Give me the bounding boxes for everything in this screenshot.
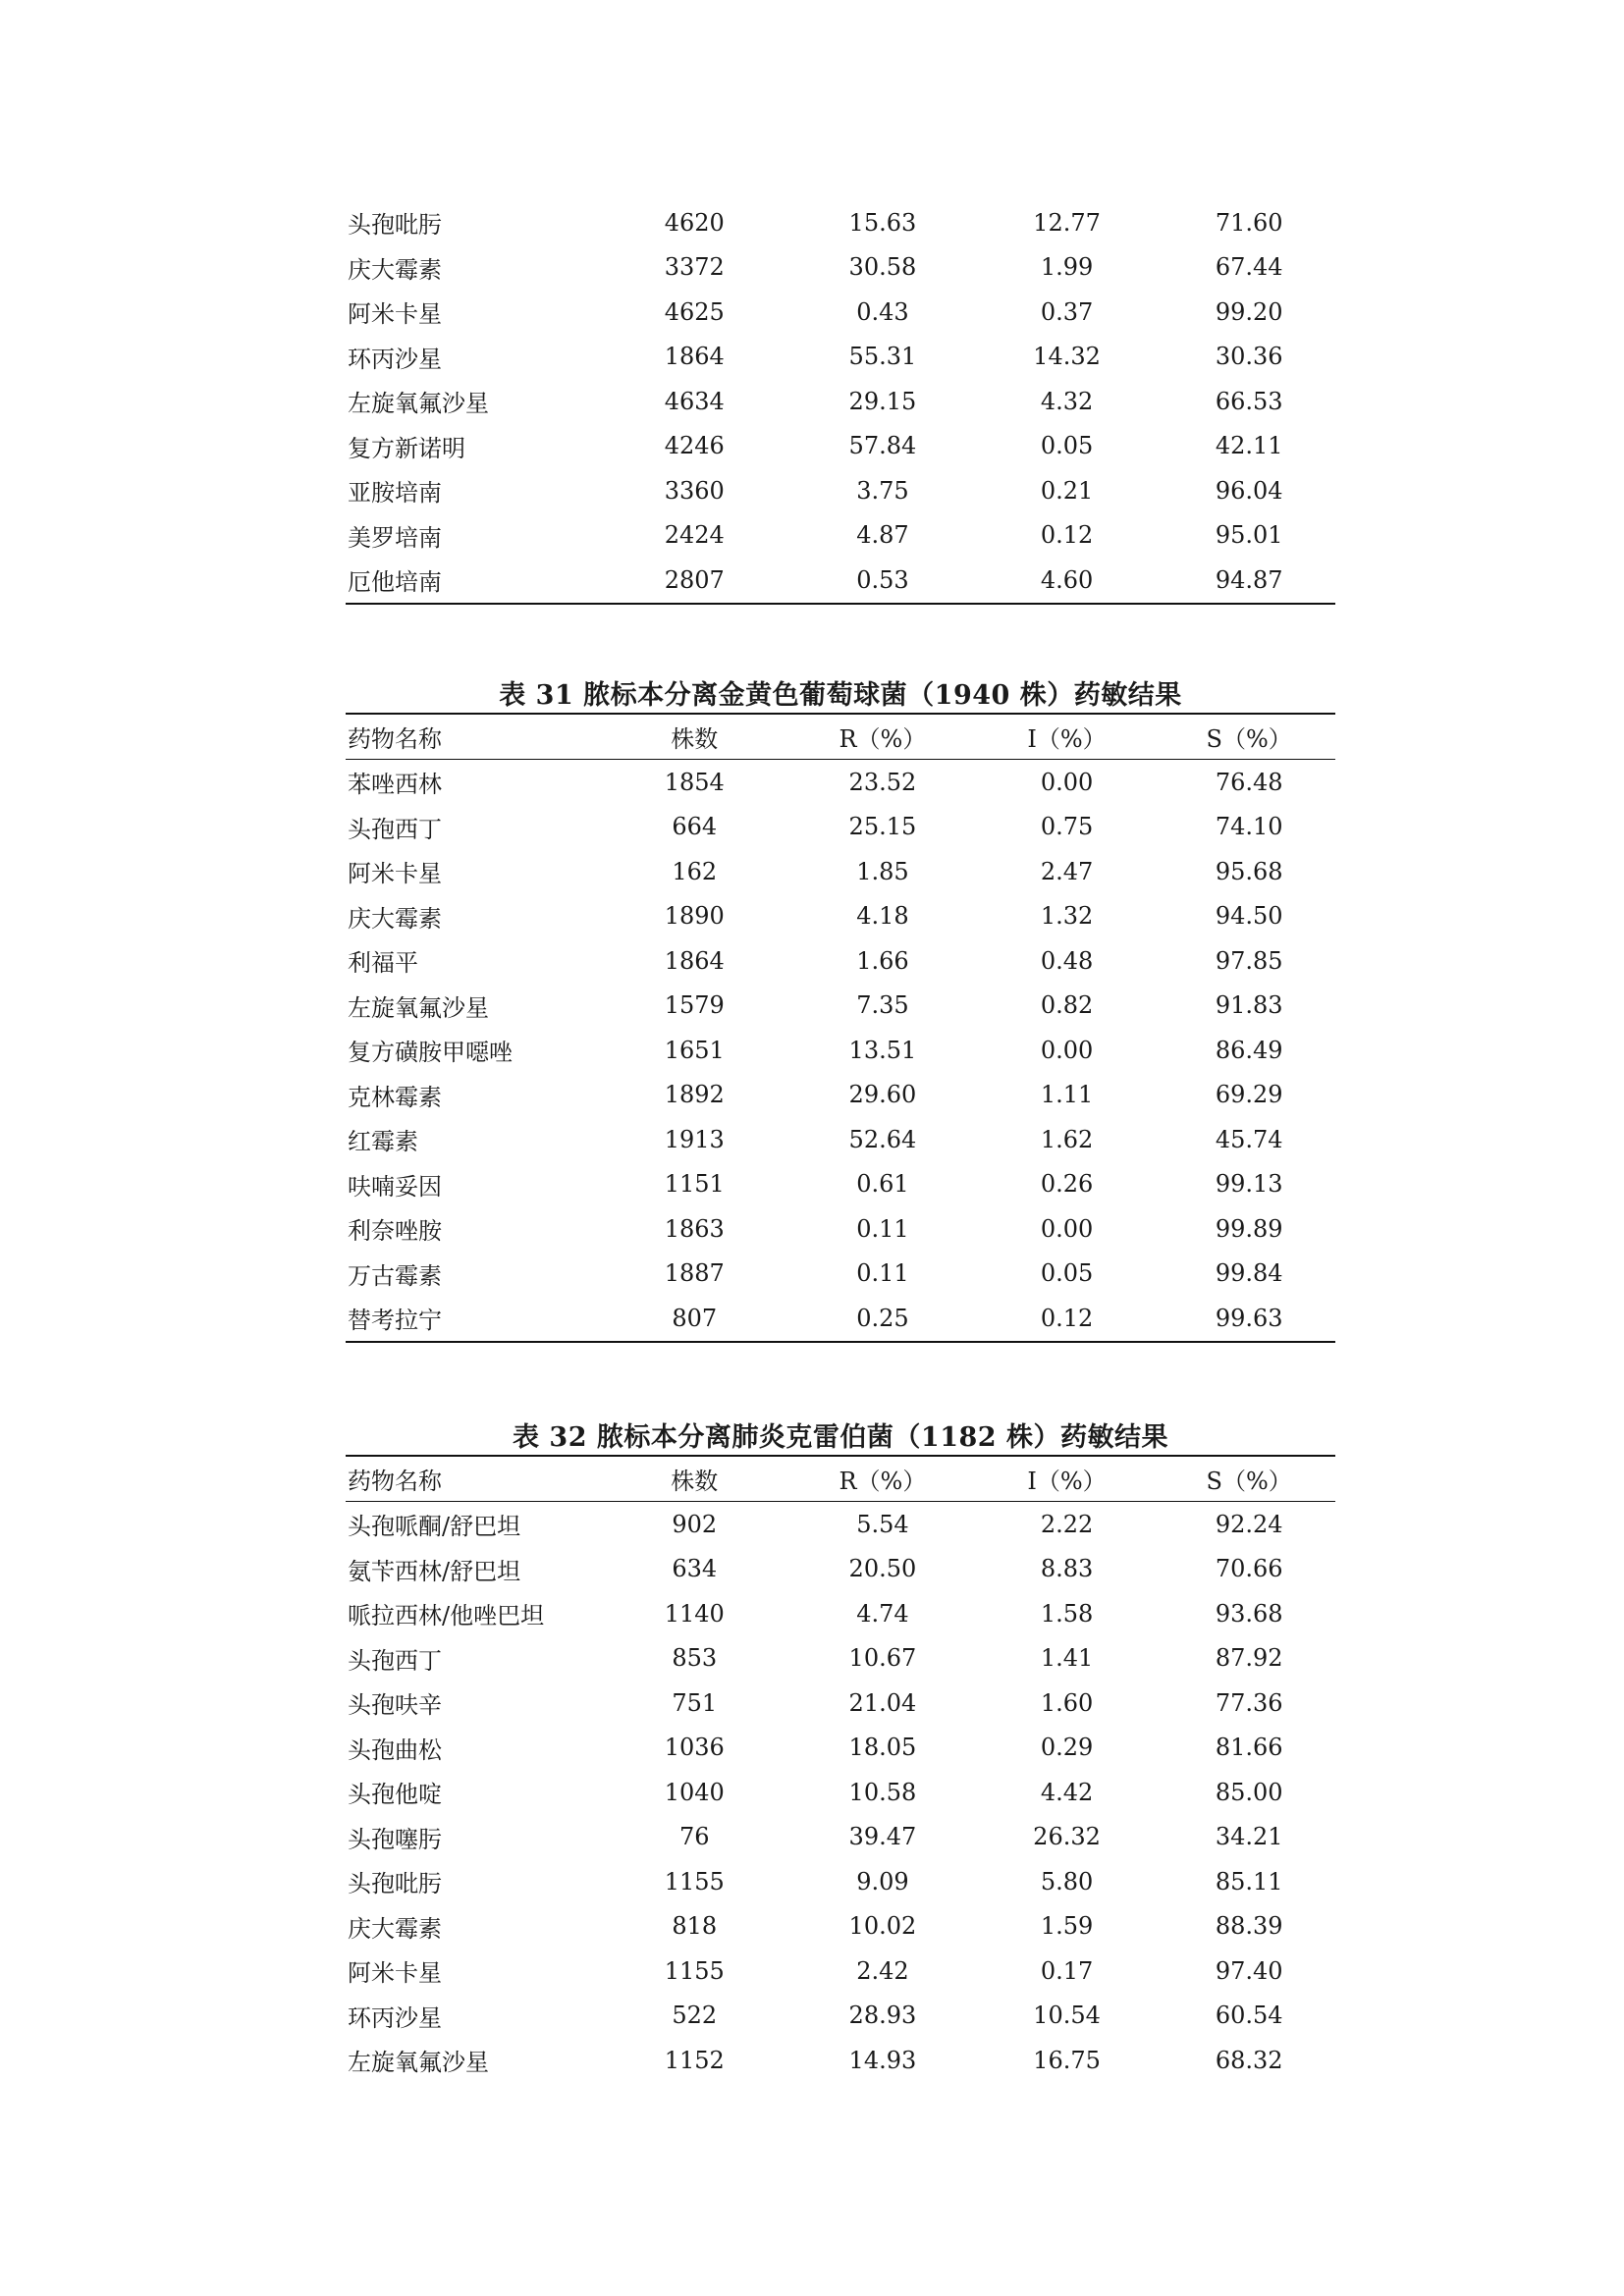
resistant-cell: 18.05 <box>848 1734 917 1762</box>
intermediate-cell: 0.75 <box>1040 813 1094 841</box>
intermediate-cell: 14.32 <box>1033 343 1101 371</box>
drug-name-cell: 头孢西丁 <box>348 815 442 843</box>
table-body <box>346 1502 1335 2083</box>
count-cell: 1890 <box>664 902 725 931</box>
count-cell: 4620 <box>664 208 725 237</box>
table-row <box>346 1859 1335 1904</box>
table-row <box>346 1073 1335 1118</box>
table-row <box>346 379 1335 424</box>
count-cell: 751 <box>672 1688 718 1717</box>
count-cell: 4625 <box>664 297 725 326</box>
resistant-cell: 52.64 <box>848 1125 917 1153</box>
drug-name-cell: 复方磺胺甲噁唑 <box>348 1039 513 1067</box>
table-row <box>346 2038 1335 2083</box>
intermediate-cell: 16.75 <box>1033 2046 1101 2074</box>
header-susceptible: S（%） <box>1206 725 1292 753</box>
table-32-caption: 表 32 脓标本分离肺炎克雷伯菌（1182 株）药敏结果 <box>513 1422 1168 1453</box>
resistant-cell: 28.93 <box>848 2002 917 2030</box>
header-resistant: R（%） <box>839 1468 927 1495</box>
header-drug-name: 药物名称 <box>348 1468 442 1495</box>
intermediate-cell: 0.17 <box>1040 1956 1094 1985</box>
intermediate-cell: 2.47 <box>1040 857 1094 885</box>
drug-name-cell: 左旋氧氟沙星 <box>348 390 489 418</box>
intermediate-cell: 8.83 <box>1040 1555 1094 1583</box>
header-intermediate: I（%） <box>1027 725 1107 753</box>
resistant-cell: 1.85 <box>856 857 909 885</box>
susceptible-cell: 99.13 <box>1215 1170 1283 1199</box>
susceptible-cell: 68.32 <box>1215 2046 1283 2074</box>
intermediate-cell: 0.26 <box>1040 1170 1094 1199</box>
count-cell: 2807 <box>664 565 725 594</box>
drug-name-cell: 左旋氧氟沙星 <box>348 2049 489 2077</box>
count-cell: 4634 <box>664 387 725 415</box>
susceptible-cell: 69.29 <box>1215 1081 1283 1109</box>
count-cell: 162 <box>672 857 718 885</box>
count-cell: 853 <box>672 1644 718 1673</box>
susceptible-cell: 77.36 <box>1215 1688 1283 1717</box>
table-row <box>346 1162 1335 1207</box>
table-row <box>346 894 1335 939</box>
intermediate-cell: 1.60 <box>1040 1688 1094 1717</box>
resistant-cell: 9.09 <box>856 1867 909 1896</box>
table-row <box>346 1681 1335 1726</box>
count-cell: 1036 <box>664 1734 725 1762</box>
table-row <box>346 290 1335 335</box>
header-susceptible: S（%） <box>1206 1468 1292 1495</box>
drug-name-cell: 庆大霉素 <box>348 255 442 284</box>
table-row <box>346 1949 1335 1994</box>
table-row <box>346 200 1335 245</box>
table-row <box>346 1726 1335 1771</box>
drug-name-cell: 厄他培南 <box>348 568 442 597</box>
drug-name-cell: 阿米卡星 <box>348 1959 442 1988</box>
count-cell: 1854 <box>664 768 725 796</box>
table-row <box>346 1252 1335 1297</box>
count-cell: 4246 <box>664 432 725 460</box>
table-row <box>346 1206 1335 1252</box>
resistant-cell: 4.18 <box>856 902 909 931</box>
count-cell: 1887 <box>664 1259 725 1288</box>
intermediate-cell: 4.60 <box>1040 565 1094 594</box>
intermediate-cell: 4.42 <box>1040 1778 1094 1806</box>
susceptible-cell: 87.92 <box>1215 1644 1283 1673</box>
drug-name-cell: 呋喃妥因 <box>348 1172 442 1201</box>
table-32 <box>346 1455 1335 2083</box>
count-cell: 1140 <box>664 1599 725 1628</box>
table-header <box>346 1457 1335 1502</box>
intermediate-cell: 1.41 <box>1040 1644 1094 1673</box>
susceptible-cell: 66.53 <box>1215 387 1283 415</box>
drug-name-cell: 复方新诺明 <box>348 434 465 462</box>
table-row <box>346 1591 1335 1636</box>
table-row <box>346 938 1335 984</box>
intermediate-cell: 1.62 <box>1040 1125 1094 1153</box>
drug-name-cell: 亚胺培南 <box>348 479 442 507</box>
intermediate-cell: 26.32 <box>1033 1823 1101 1851</box>
count-cell: 522 <box>672 2002 718 2030</box>
resistant-cell: 1.66 <box>856 946 909 975</box>
susceptible-cell: 60.54 <box>1215 2002 1283 2030</box>
count-cell: 818 <box>672 1912 718 1941</box>
susceptible-cell: 95.01 <box>1215 521 1283 550</box>
header-count: 株数 <box>671 725 719 753</box>
intermediate-cell: 1.58 <box>1040 1599 1094 1628</box>
susceptible-cell: 97.85 <box>1215 946 1283 975</box>
susceptible-cell: 42.11 <box>1215 432 1283 460</box>
count-cell: 1863 <box>664 1214 725 1243</box>
intermediate-cell: 0.00 <box>1040 768 1094 796</box>
table-row <box>346 1770 1335 1815</box>
count-cell: 1040 <box>664 1778 725 1806</box>
susceptible-cell: 99.63 <box>1215 1304 1283 1332</box>
intermediate-cell: 1.11 <box>1040 1081 1094 1109</box>
drug-name-cell: 克林霉素 <box>348 1083 442 1111</box>
drug-name-cell: 头孢西丁 <box>348 1646 442 1675</box>
table-row <box>346 1117 1335 1162</box>
resistant-cell: 10.02 <box>848 1912 917 1941</box>
drug-name-cell: 庆大霉素 <box>348 1914 442 1943</box>
susceptible-cell: 85.00 <box>1215 1778 1283 1806</box>
intermediate-cell: 0.21 <box>1040 476 1094 505</box>
resistant-cell: 0.11 <box>856 1259 909 1288</box>
drug-name-cell: 万古霉素 <box>348 1261 442 1290</box>
resistant-cell: 0.43 <box>856 297 909 326</box>
drug-name-cell: 利福平 <box>348 949 418 978</box>
susceptible-cell: 86.49 <box>1215 1036 1283 1064</box>
drug-name-cell: 环丙沙星 <box>348 345 442 373</box>
susceptible-cell: 45.74 <box>1215 1125 1283 1153</box>
count-cell: 807 <box>672 1304 718 1332</box>
susceptible-cell: 91.83 <box>1215 991 1283 1020</box>
intermediate-cell: 0.12 <box>1040 1304 1094 1332</box>
resistant-cell: 29.60 <box>848 1081 917 1109</box>
intermediate-cell: 0.05 <box>1040 1259 1094 1288</box>
table-row <box>346 805 1335 850</box>
drug-name-cell: 红霉素 <box>348 1128 418 1156</box>
header-intermediate: I（%） <box>1027 1468 1107 1495</box>
resistant-cell: 4.74 <box>856 1599 909 1628</box>
intermediate-cell: 1.99 <box>1040 253 1094 282</box>
drug-name-cell: 头孢吡肟 <box>348 1870 442 1898</box>
count-cell: 664 <box>672 813 718 841</box>
resistant-cell: 0.53 <box>856 565 909 594</box>
table-row <box>346 424 1335 469</box>
resistant-cell: 4.87 <box>856 521 909 550</box>
table-row <box>346 245 1335 291</box>
susceptible-cell: 95.68 <box>1215 857 1283 885</box>
resistant-cell: 0.61 <box>856 1170 909 1199</box>
susceptible-cell: 34.21 <box>1215 1823 1283 1851</box>
intermediate-cell: 0.00 <box>1040 1036 1094 1064</box>
resistant-cell: 23.52 <box>848 768 917 796</box>
count-cell: 3372 <box>664 253 725 282</box>
drug-name-cell: 阿米卡星 <box>348 860 442 888</box>
header-resistant: R（%） <box>839 725 927 753</box>
drug-name-cell: 苯唑西林 <box>348 771 442 799</box>
drug-name-cell: 利奈唑胺 <box>348 1217 442 1246</box>
count-cell: 1892 <box>664 1081 725 1109</box>
drug-name-cell: 庆大霉素 <box>348 904 442 933</box>
count-cell: 902 <box>672 1510 718 1538</box>
susceptible-cell: 85.11 <box>1215 1867 1283 1896</box>
susceptible-cell: 99.84 <box>1215 1259 1283 1288</box>
drug-name-cell: 氨苄西林/舒巴坦 <box>348 1557 521 1585</box>
intermediate-cell: 5.80 <box>1040 1867 1094 1896</box>
table-30-continued <box>346 200 1335 605</box>
susceptible-cell: 97.40 <box>1215 1956 1283 1985</box>
susceptible-cell: 92.24 <box>1215 1510 1283 1538</box>
drug-name-cell: 替考拉宁 <box>348 1307 442 1335</box>
table-31 <box>346 713 1335 1343</box>
intermediate-cell: 2.22 <box>1040 1510 1094 1538</box>
table-row <box>346 1296 1335 1341</box>
table-row <box>346 513 1335 559</box>
count-cell: 634 <box>672 1555 718 1583</box>
resistant-cell: 0.11 <box>856 1214 909 1243</box>
count-cell: 1864 <box>664 946 725 975</box>
table-header <box>346 715 1335 760</box>
intermediate-cell: 0.29 <box>1040 1734 1094 1762</box>
drug-name-cell: 头孢曲松 <box>348 1735 442 1764</box>
susceptible-cell: 96.04 <box>1215 476 1283 505</box>
count-cell: 2424 <box>664 521 725 550</box>
susceptible-cell: 94.87 <box>1215 565 1283 594</box>
susceptible-cell: 67.44 <box>1215 253 1283 282</box>
susceptible-cell: 94.50 <box>1215 902 1283 931</box>
resistant-cell: 3.75 <box>856 476 909 505</box>
count-cell: 1864 <box>664 343 725 371</box>
table-row <box>346 1028 1335 1073</box>
count-cell: 1155 <box>664 1956 725 1985</box>
resistant-cell: 10.67 <box>848 1644 917 1673</box>
susceptible-cell: 76.48 <box>1215 768 1283 796</box>
susceptible-cell: 88.39 <box>1215 1912 1283 1941</box>
drug-name-cell: 哌拉西林/他唑巴坦 <box>348 1602 545 1630</box>
drug-name-cell: 头孢呋辛 <box>348 1691 442 1720</box>
resistant-cell: 2.42 <box>856 1956 909 1985</box>
intermediate-cell: 12.77 <box>1033 208 1101 237</box>
count-cell: 1152 <box>664 2046 725 2074</box>
count-cell: 1651 <box>664 1036 725 1064</box>
drug-name-cell: 头孢他啶 <box>348 1781 442 1809</box>
resistant-cell: 15.63 <box>848 208 917 237</box>
table-row <box>346 335 1335 380</box>
susceptible-cell: 93.68 <box>1215 1599 1283 1628</box>
count-cell: 1579 <box>664 991 725 1020</box>
susceptible-cell: 81.66 <box>1215 1734 1283 1762</box>
table-body <box>346 200 1335 603</box>
table-row <box>346 1994 1335 2039</box>
intermediate-cell: 4.32 <box>1040 387 1094 415</box>
count-cell: 3360 <box>664 476 725 505</box>
resistant-cell: 13.51 <box>848 1036 917 1064</box>
table-row <box>346 1502 1335 1547</box>
resistant-cell: 7.35 <box>856 991 909 1020</box>
intermediate-cell: 0.00 <box>1040 1214 1094 1243</box>
intermediate-cell: 0.12 <box>1040 521 1094 550</box>
table-row <box>346 1904 1335 1949</box>
resistant-cell: 25.15 <box>848 813 917 841</box>
count-cell: 1913 <box>664 1125 725 1153</box>
drug-name-cell: 左旋氧氟沙星 <box>348 993 489 1022</box>
table-row <box>346 984 1335 1029</box>
table-row <box>346 1815 1335 1860</box>
intermediate-cell: 0.82 <box>1040 991 1094 1020</box>
intermediate-cell: 1.32 <box>1040 902 1094 931</box>
resistant-cell: 39.47 <box>848 1823 917 1851</box>
resistant-cell: 20.50 <box>848 1555 917 1583</box>
intermediate-cell: 0.37 <box>1040 297 1094 326</box>
count-cell: 1155 <box>664 1867 725 1896</box>
resistant-cell: 21.04 <box>848 1688 917 1717</box>
susceptible-cell: 99.89 <box>1215 1214 1283 1243</box>
table-body <box>346 760 1335 1341</box>
resistant-cell: 57.84 <box>848 432 917 460</box>
drug-name-cell: 美罗培南 <box>348 523 442 552</box>
header-drug-name: 药物名称 <box>348 725 442 753</box>
table-row <box>346 468 1335 513</box>
count-cell: 1151 <box>664 1170 725 1199</box>
resistant-cell: 55.31 <box>848 343 917 371</box>
susceptible-cell: 71.60 <box>1215 208 1283 237</box>
susceptible-cell: 70.66 <box>1215 1555 1283 1583</box>
drug-name-cell: 阿米卡星 <box>348 300 442 329</box>
susceptible-cell: 30.36 <box>1215 343 1283 371</box>
intermediate-cell: 10.54 <box>1033 2002 1101 2030</box>
intermediate-cell: 1.59 <box>1040 1912 1094 1941</box>
susceptible-cell: 99.20 <box>1215 297 1283 326</box>
susceptible-cell: 74.10 <box>1215 813 1283 841</box>
resistant-cell: 5.54 <box>856 1510 909 1538</box>
drug-name-cell: 环丙沙星 <box>348 2003 442 2032</box>
table-31-caption: 表 31 脓标本分离金黄色葡萄球菌（1940 株）药敏结果 <box>499 680 1182 711</box>
resistant-cell: 29.15 <box>848 387 917 415</box>
resistant-cell: 14.93 <box>848 2046 917 2074</box>
table-row <box>346 1547 1335 1592</box>
drug-name-cell: 头孢吡肟 <box>348 211 442 240</box>
table-row <box>346 1636 1335 1682</box>
drug-name-cell: 头孢噻肟 <box>348 1825 442 1853</box>
drug-name-cell: 头孢哌酮/舒巴坦 <box>348 1513 521 1541</box>
count-cell: 76 <box>679 1823 710 1851</box>
resistant-cell: 30.58 <box>848 253 917 282</box>
table-row <box>346 558 1335 603</box>
intermediate-cell: 0.05 <box>1040 432 1094 460</box>
resistant-cell: 0.25 <box>856 1304 909 1332</box>
intermediate-cell: 0.48 <box>1040 946 1094 975</box>
table-row <box>346 760 1335 805</box>
table-row <box>346 849 1335 894</box>
resistant-cell: 10.58 <box>848 1778 917 1806</box>
header-count: 株数 <box>671 1468 719 1495</box>
